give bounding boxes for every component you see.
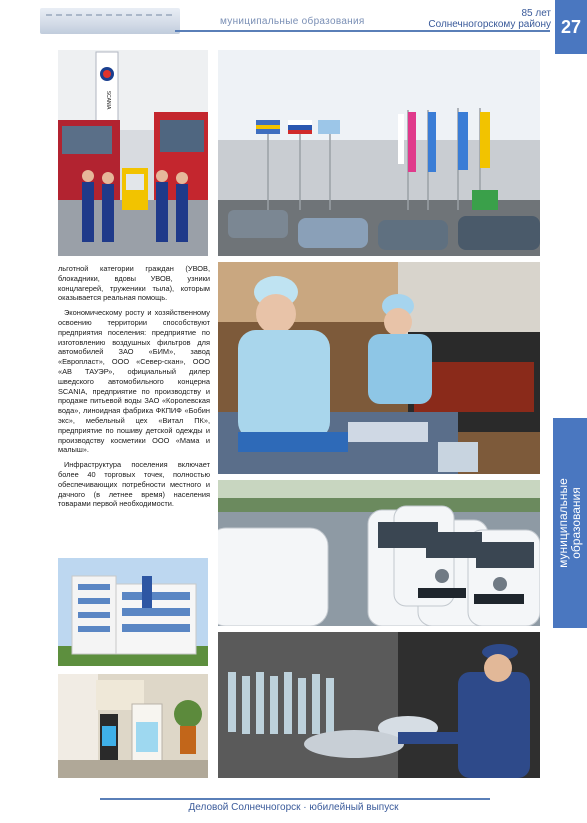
header-section-title: муниципальные образования bbox=[220, 16, 365, 27]
photo-bottling-line bbox=[218, 632, 540, 778]
side-tab-line1: муниципальные bbox=[556, 478, 570, 568]
photo-factory-workers-art bbox=[218, 262, 540, 474]
photo-factory-flags-art bbox=[218, 50, 540, 256]
photo-factory-flags bbox=[218, 50, 540, 256]
header-anniversary bbox=[428, 8, 551, 30]
page-number: 27 bbox=[555, 0, 587, 54]
photo-modern-building-art bbox=[58, 558, 208, 666]
photo-modern-building bbox=[58, 558, 208, 666]
anniversary-line2: Солнечногорскому району bbox=[428, 19, 551, 30]
anniversary-line1: 85 лет bbox=[521, 8, 551, 19]
photo-factory-workers bbox=[218, 262, 540, 474]
photo-scania-workers-art bbox=[58, 50, 208, 256]
paragraph-3: Инфраструктура поселения включает более 40 торговых точек, полностью обеспечивающих потребности местного и дачного (в летнее время) населения товарами первой необходимости. bbox=[58, 460, 210, 509]
header-rule bbox=[175, 30, 550, 32]
scania-banner-text: SCANIA bbox=[105, 90, 111, 110]
photo-lab bbox=[58, 674, 208, 778]
photo-vw-vans-art bbox=[218, 480, 540, 626]
photo-lab-art bbox=[58, 674, 208, 778]
photo-scania-workers bbox=[58, 50, 208, 256]
article-text bbox=[58, 264, 210, 514]
section-side-tab bbox=[553, 418, 587, 628]
page-header bbox=[0, 0, 587, 40]
paragraph-1: льготной категории граждан (УВОВ, блокадники, вдовы УВОВ, узники концлагерей, труженики тыла), которым оказывается реальная помощь. bbox=[58, 264, 210, 303]
photo-bottling-line-art bbox=[218, 632, 540, 778]
header-building-image bbox=[40, 8, 180, 34]
paragraph-2: Экономическому росту и хозяйственному освоению территории способствуют предприятия поселения: предприятие по изготовлению воздушных фильтров для автомобилей ЗАО «БИМ», завод «Европласт», ООО «Север-скан», ООО «АВ ТАУЭР», официальный дилер шведского автомобильного концерна SCANIA, предприятие по производству и продаже питьевой воды ЗАО «Королевская вода», линоидная фабрика ФКПИФ «Бобин экс», мебельный цех «Витал ПК», предприятие по пошиву детской одежды и производству косметики ООО «Мама и малыш». bbox=[58, 308, 210, 455]
side-tab-line2: образования bbox=[569, 487, 583, 559]
page-footer: Деловой Солнечногорск · юбилейный выпуск bbox=[188, 802, 399, 813]
footer-rule bbox=[100, 798, 490, 800]
photo-vw-vans bbox=[218, 480, 540, 626]
side-tab-label bbox=[557, 478, 583, 568]
